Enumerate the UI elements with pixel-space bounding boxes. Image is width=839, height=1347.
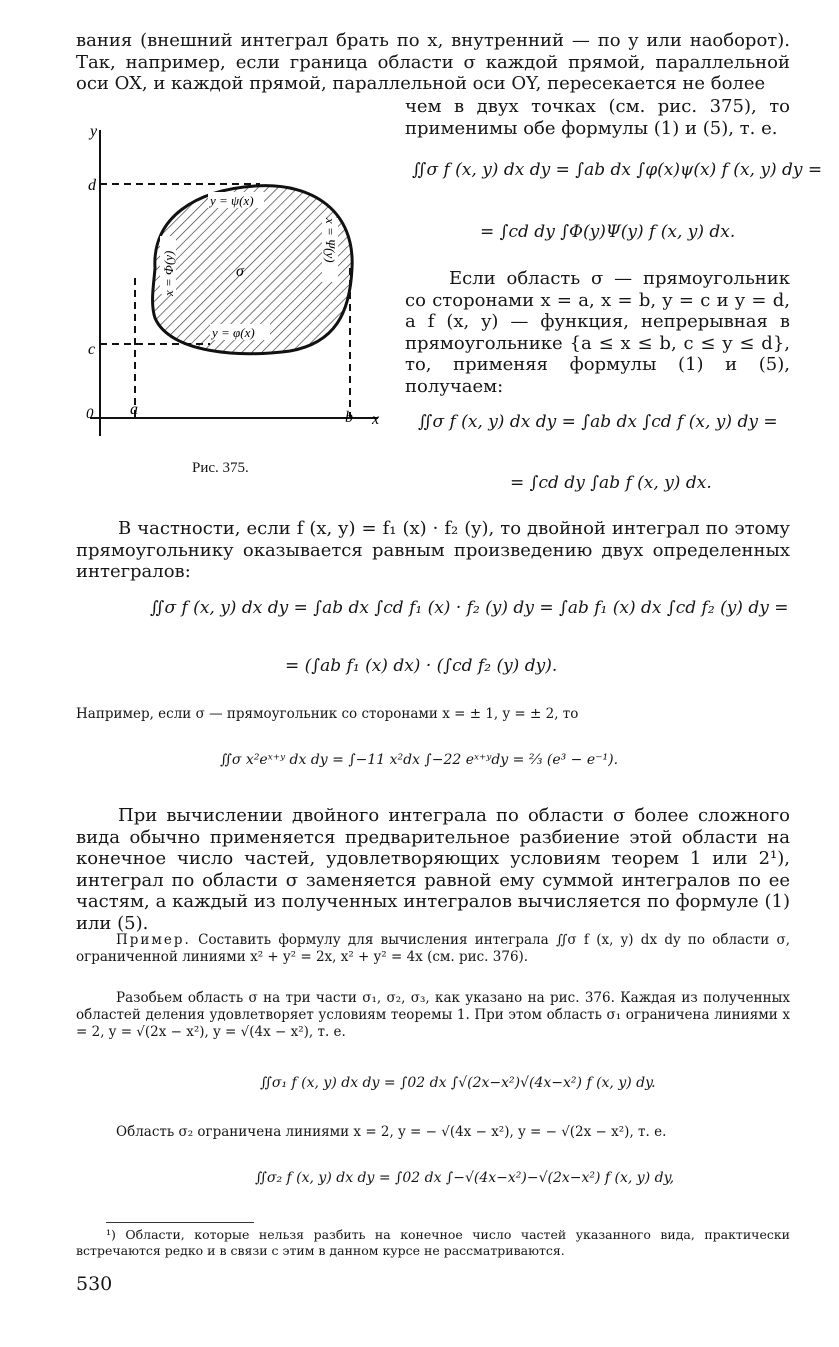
region2-paragraph: Область σ₂ ограничена линиями x = 2, y = − √(4x − x²), y = − √(2x − x²), т. е. (116, 1124, 667, 1140)
figure-375 (60, 118, 400, 448)
top-curve-label: y = ψ(x) (210, 193, 254, 208)
x-axis-label: x (372, 411, 380, 428)
a-label: a (130, 401, 138, 418)
formula-4: ∬σ x²eˣ⁺ʸ dx dy = ∫−11 x²dx ∫−22 eˣ⁺ʸdy = ⅔ (e³ − e⁻¹). (220, 752, 619, 768)
problem-paragraph (76, 932, 790, 966)
example-text: Например, если σ — прямоугольник со сторонами x = ± 1, y = ± 2, то (76, 706, 579, 722)
rectangle-paragraph: Если область σ — прямоугольник со сторонами x = a, x = b, y = c и y = d, а f (x, y) — функция, непрерывная в прямоугольнике {a ≤ x ≤ b, c ≤ y ≤ d}, то, применяя формулы (1) и (5), получаем: (405, 268, 790, 397)
c-label: c (88, 341, 96, 358)
b-label: b (345, 409, 353, 426)
problem-text: Составить формулу для вычисления интеграла ∬σ f (x, y) dx dy по области σ, ограниченной линиями x² + y² = 2x, x² + y² = 4x (см. рис. 376). (76, 932, 790, 965)
y-axis-label: y (90, 123, 98, 140)
formula-2a: ∬σ f (x, y) dx dy = ∫ab dx ∫cd f (x, y) dy = (418, 412, 778, 432)
right-curve-label: x = Ψ(y) (323, 218, 338, 263)
page-number: 530 (76, 1273, 113, 1295)
formula-6: ∬σ₂ f (x, y) dx dy = ∫02 dx ∫−√(4x−x²)−√(2x−x²) f (x, y) dy, (255, 1170, 675, 1186)
intro-continuation: чем в двух точках (см. рис. 375), то применимы обе формулы (1) и (5), т. е. (405, 96, 790, 139)
left-curve-label: x = Φ(y) (161, 250, 176, 296)
complex-region-paragraph: При вычислении двойного интеграла по области σ более сложного вида обычно применяется предварительное разбиение этой области на конечное число частей, удовлетворяющих условиям теорем 1 или 2¹), интеграл по области σ заменяется равной ему суммой интегралов по ее частям, а каждый из полученных интегралов вычисляется по формуле (1) или (5). (76, 805, 790, 934)
footnote-rule (106, 1222, 254, 1223)
bottom-curve-label: y = φ(x) (212, 325, 255, 340)
formula-2b: = ∫cd dy ∫ab f (x, y) dx. (510, 473, 712, 493)
intro-paragraph: вания (внешний интеграл брать по x, внутренний — по y или наоборот). Так, например, если граница области σ каждой прямой, параллельной оси OX, и каждой прямой, параллельной оси OY, пересекается не более (76, 30, 790, 94)
footnote: ¹) Области, которые нельзя разбить на конечное число частей указанного вида, практически встречаются редко и в связи с этим в данном курсе не рассматриваются. (76, 1227, 790, 1258)
origin-label: 0 (86, 406, 94, 422)
split-paragraph: Разобьем область σ на три части σ₁, σ₂, σ₃, как указано на рис. 376. Каждая из полученных областей деления удовлетворяет условиям теоремы 1. При этом область σ₁ ограничена линиями x = 2, y = √(2x − x²), y = √(4x − x²), т. е. (76, 990, 790, 1040)
problem-label: Пример. (116, 932, 191, 948)
formula-5: ∬σ₁ f (x, y) dx dy = ∫02 dx ∫√(2x−x²)√(4x−x²) f (x, y) dy. (260, 1075, 656, 1091)
d-label: d (88, 177, 96, 194)
figure-caption: Рис. 375. (192, 460, 249, 476)
formula-1a: ∬σ f (x, y) dx dy = ∫ab dx ∫φ(x)ψ(x) f (x, y) dy = (412, 160, 823, 180)
formula-3b: = (∫ab f₁ (x) dx) · (∫cd f₂ (y) dy). (285, 656, 558, 676)
region-label: σ (236, 263, 244, 280)
formula-1b: = ∫cd dy ∫Φ(y)Ψ(y) f (x, y) dx. (480, 222, 736, 242)
special-case-paragraph: В частности, если f (x, y) = f₁ (x) · f₂ (y), то двойной интеграл по этому прямоугольнику оказывается равным произведению двух определенных интегралов: (76, 518, 790, 582)
formula-3a: ∬σ f (x, y) dx dy = ∫ab dx ∫cd f₁ (x) · f₂ (y) dy = ∫ab f₁ (x) dx ∫cd f₂ (y) dy = (150, 598, 789, 618)
